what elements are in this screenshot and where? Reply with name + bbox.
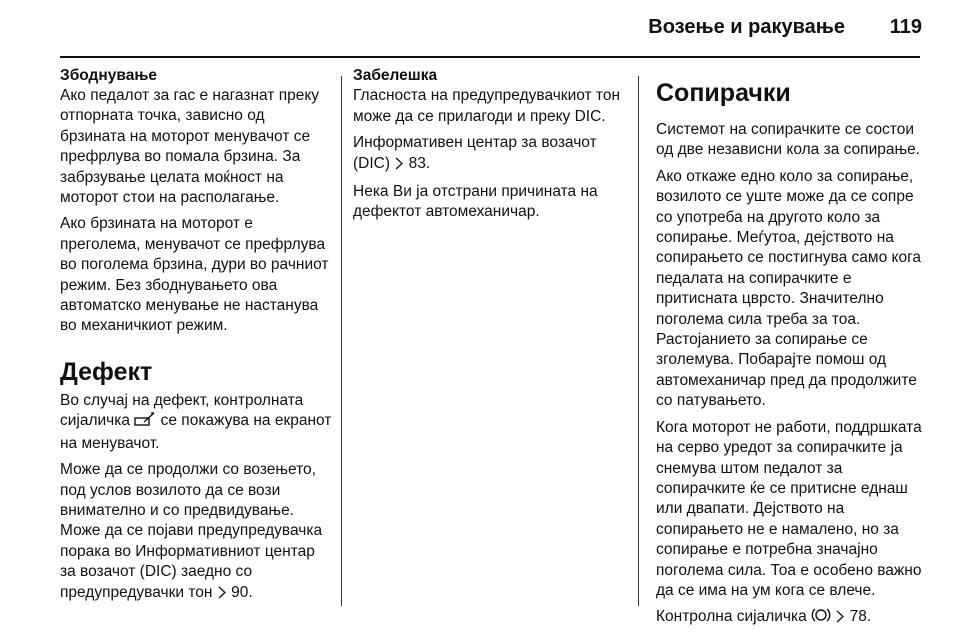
paragraph-brakes-2: Ако откаже едно коло за сопирање, возилото се уште може да се сопре со употреба на другото коло за сопирање. Меѓутоа, дејството на сопирањето се постигнува само кога педалата на сопирачките е притисната цврсто. Значително поголема сила треба за тоа. Растојанието за сопирање се зголемува. Побарајте помош од автомеханичар пред да продолжите со патувањето. (656, 167, 921, 410)
column-1 (60, 66, 332, 611)
paragraph-brakes-3: Кога моторот не работи, поддршката на серво уредот за сопирачките ја снемува штом педалот за сопирачките ќе се притисне еднаш или двапати. Дејството на сопирањето не е намалено, но за сопирање е потребна значајно поголема сила. Тоа е особено важно да се има на ум кога се влече. (656, 418, 922, 599)
page-reference-link[interactable]: 83. (408, 154, 431, 172)
column-divider-2 (638, 76, 639, 606)
fault-text-c: Може да се продолжи со возењето, под услов возилото да се вози внимателно и со предвидување. Може да се појави предупредувачка порака во Информативниот центар за возачот (DIC) заедно со предупредувачки тон (60, 461, 323, 601)
paragraph-repair: Нека Ви ја отстрани причината на дефектот автомеханичар. (353, 183, 598, 221)
header-divider (60, 56, 920, 58)
page-number: 119 (889, 16, 922, 38)
note-heading: Забелешка (353, 67, 438, 84)
fault-text-a: Во случај на дефект, контролната сијаличка (60, 391, 304, 430)
paragraph-fault-1 (60, 391, 332, 454)
reference-arrow-icon (394, 156, 404, 176)
page-reference-link[interactable]: 90. (231, 583, 253, 601)
brake-lamp-text: Контролна сијаличка (656, 608, 807, 626)
brake-system-lamp-icon (811, 607, 831, 629)
section-heading-fault: Дефект (60, 357, 153, 386)
paragraph-fault-2 (60, 460, 332, 605)
paragraph-brakes-1: Системот на сопирачките се состои од две независни кола за сопирање. (656, 121, 920, 159)
transmission-fault-lamp-icon (134, 412, 156, 433)
paragraph-shift-1: Ако педалот за гас е нагазнат преку отпорната точка, зависно од брзината на моторот менувачот се префрлува во помала брзина. За забрзување целата моќност на моторот стои на располагање. (60, 87, 320, 207)
note-paragraph-2 (353, 133, 625, 176)
section-heading-brakes: Сопирачки (656, 79, 791, 107)
note-text: Информативен центар за возачот (DIC) (353, 134, 597, 172)
fault-text-b: се покажува на екранот на менувачот. (60, 412, 332, 452)
column-3 (656, 66, 930, 636)
reference-arrow-icon (217, 585, 227, 605)
column-divider-1 (341, 76, 342, 606)
paragraph-brakes-4 (656, 607, 930, 629)
header-title: Возење и ракување (648, 16, 845, 38)
reference-arrow-icon (835, 609, 845, 629)
column-2 (353, 66, 625, 229)
page-reference-link[interactable]: 78. (849, 608, 872, 626)
section-heading-shift: Збоднување (60, 67, 157, 84)
note-paragraph-1: Гласноста на предупредувачкиот тон може да се прилагоди и преку DIC. (353, 87, 621, 125)
paragraph-shift-2: Ако брзината на моторот е преголема, менувачот се префрлува во поголема брзина, дури во рачниот режим. Без збоднувањето ова автоматско менување не настанува во механичкиот режим. (60, 215, 329, 335)
page-header (0, 0, 960, 62)
